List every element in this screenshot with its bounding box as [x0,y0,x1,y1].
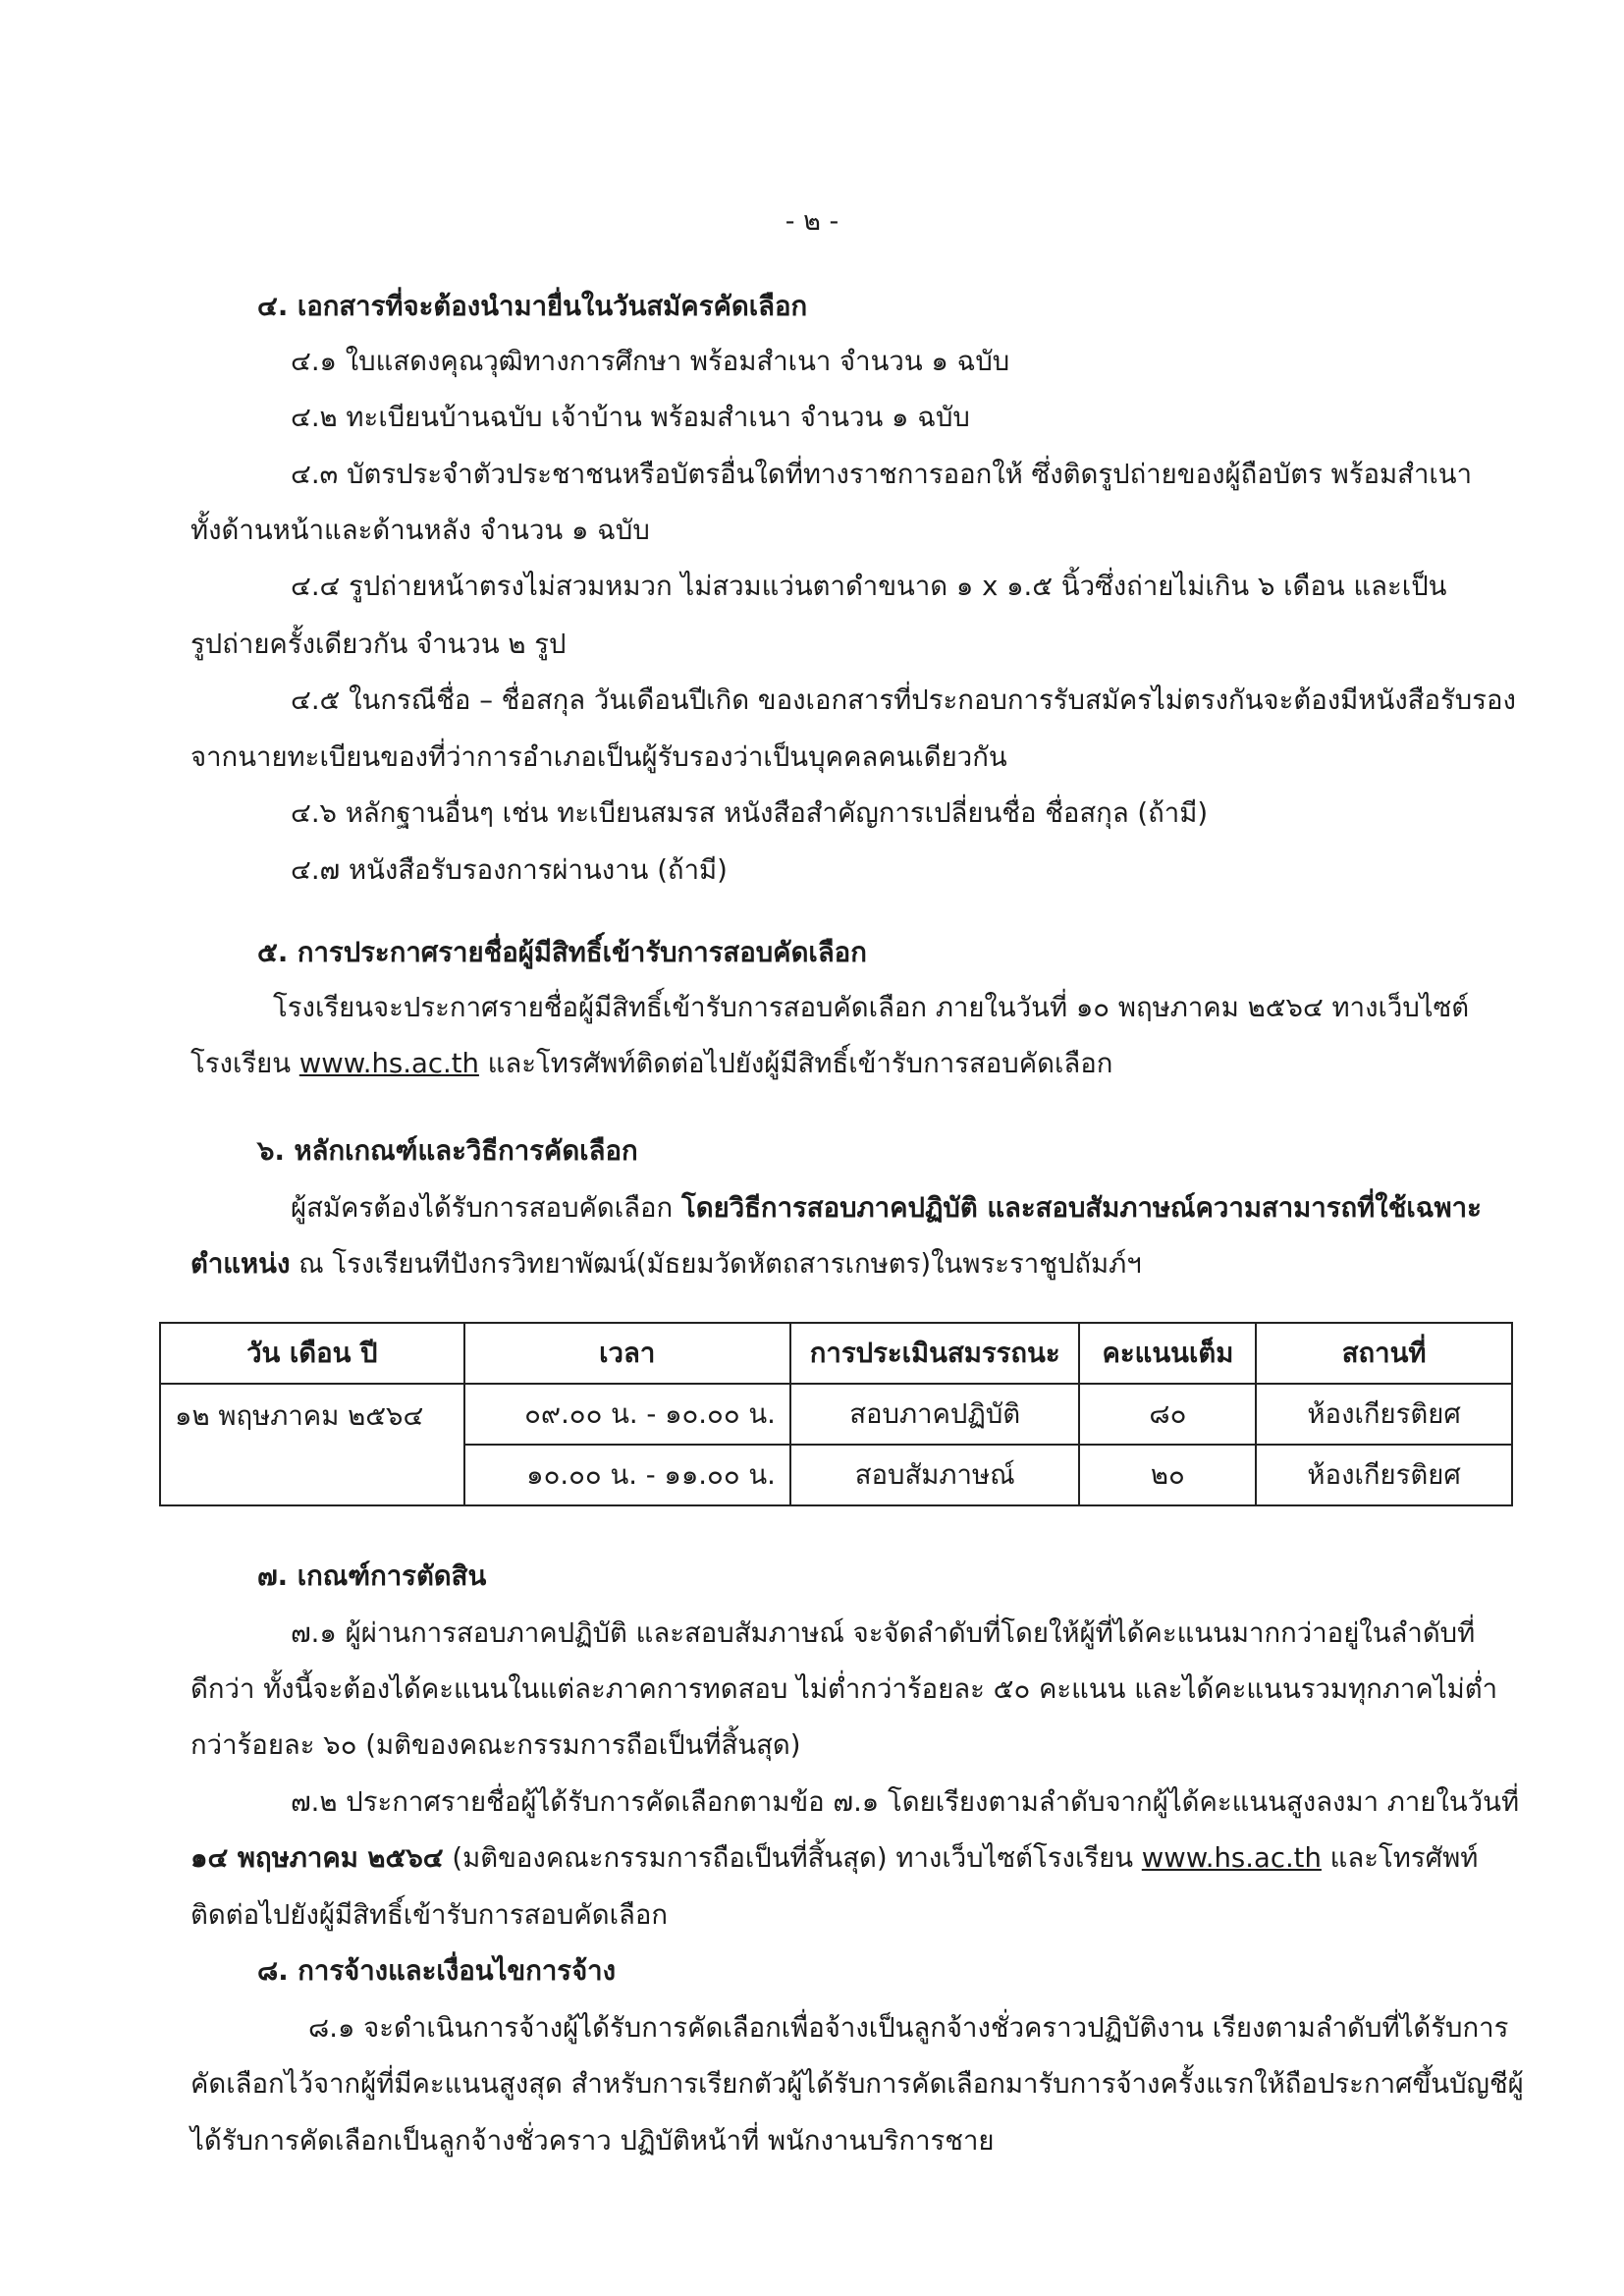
location-cell: ห้องเกียรติยศ [1256,1445,1512,1505]
item-7-2: ๗.๒ ประกาศรายชื่อผู้ได้รับการคัดเลือกตามข้อ ๗.๑ โดยเรียงตามลำดับจากผู้ได้คะแนนสูงลงมา ภายในวันที่ [291,1786,1520,1818]
evaluation-cell: สอบสัมภาษณ์ [790,1445,1080,1505]
item-4-1: ๔.๑ ใบแสดงคุณวุฒิทางการศึกษา พร้อมสำเนา จำนวน ๑ ฉบับ [291,346,1010,377]
page-number: - ๒ - [785,206,839,237]
item-8-1-cont-2: ได้รับการคัดเลือกเป็นลูกจ้างชั่วคราว ปฏิบัติหน้าที่ พนักงานบริการชาย [190,2125,995,2157]
time-cell: ๐๙.๐๐ น. - ๑๐.๐๐ น. [464,1384,790,1445]
item-8-1: ๘.๑ จะดำเนินการจ้างผู้ได้รับการคัดเลือกเพื่อจ้างเป็นลูกจ้างชั่วคราวปฏิบัติงาน เรียงตามลำดับที่ได้รับการ [308,2012,1509,2044]
section-4-heading: ๔. เอกสารที่จะต้องนำมายื่นในวันสมัครคัดเลือก [257,291,808,322]
location-cell: ห้องเกียรติยศ [1256,1384,1512,1445]
section-6-para-2: ตำแหน่ง ณ โรงเรียนทีปังกรวิทยาพัฒน์(มัธยมวัดหัตถสารเกษตร)ในพระราชูปถัมภ์ฯ [190,1248,1142,1280]
score-cell: ๘๐ [1079,1384,1256,1445]
item-8-1-cont-1: คัดเลือกไว้จากผู้ที่มีคะแนนสูงสุด สำหรับการเรียกตัวผู้ได้รับการคัดเลือกมารับการจ้างครั้งแรกให้ถือประกาศขึ้นบัญชีผู้ [190,2068,1524,2100]
item-4-5-cont: จากนายทะเบียนของที่ว่าการอำเภอเป็นผู้รับรองว่าเป็นบุคคลคนเดียวกัน [190,741,1007,773]
section-6-para-1: ผู้สมัครต้องได้รับการสอบคัดเลือก โดยวิธีการสอบภาคปฏิบัติ และสอบสัมภาษณ์ความสามารถที่ใช้เฉพาะ [291,1192,1482,1224]
item-4-6: ๔.๖ หลักฐานอื่นๆ เช่น ทะเบียนสมรส หนังสือสำคัญการเปลี่ยนชื่อ ชื่อสกุล (ถ้ามี) [291,797,1209,829]
item-7-1-cont-1: ดีกว่า ทั้งนี้จะต้องได้คะแนนในแต่ละภาคการทดสอบ ไม่ต่ำกว่าร้อยละ ๕๐ คะแนน และได้คะแนนรวมทุกภาคไม่ต่ำ [190,1673,1498,1705]
item-7-1: ๗.๑ ผู้ผ่านการสอบภาคปฏิบัติ และสอบสัมภาษณ์ จะจัดลำดับที่โดยให้ผู้ที่ได้คะแนนมากกว่าอยู่ในลำดับที่ [291,1617,1476,1649]
item-4-3: ๔.๓ บัตรประจำตัวประชาชนหรือบัตรอื่นใดที่ทางราชการออกให้ ซึ่งติดรูปถ่ายของผู้ถือบัตร พร้อมสำเนา [291,459,1473,490]
header-evaluation: การประเมินสมรรถนะ [790,1323,1080,1384]
section-5-para-2: โรงเรียน www.hs.ac.th และโทรศัพท์ติดต่อไปยังผู้มีสิทธิ์เข้ารับการสอบคัดเลือก [190,1048,1113,1079]
header-date: วัน เดือน ปี [160,1323,464,1384]
item-4-3-cont: ทั้งด้านหน้าและด้านหลัง จำนวน ๑ ฉบับ [190,515,650,546]
section-7-heading: ๗. เกณฑ์การตัดสิน [257,1560,487,1592]
item-4-4: ๔.๔ รูปถ่ายหน้าตรงไม่สวมหมวก ไม่สวมแว่นตาดำขนาด ๑ x ๑.๕ นิ้วซึ่งถ่ายไม่เกิน ๖ เดือน และเป็น [291,571,1447,602]
item-4-5: ๔.๕ ในกรณีชื่อ – ชื่อสกุล วันเดือนปีเกิด ของเอกสารที่ประกอบการรับสมัครไม่ตรงกันจะต้องมีหนังสือรับรอง [291,684,1516,716]
item-7-2-cont-1: ๑๔ พฤษภาคม ๒๕๖๔ (มติของคณะกรรมการถือเป็นที่สิ้นสุด) ทางเว็บไซต์โรงเรียน www.hs.ac.th และโทรศัพท์ [190,1842,1479,1874]
header-time: เวลา [464,1323,790,1384]
school-website-link[interactable]: www.hs.ac.th [1141,1842,1322,1874]
date-cell: ๑๒ พฤษภาคม ๒๕๖๔ [160,1384,464,1505]
table-header-row [160,1323,1512,1384]
header-full-score: คะแนนเต็ม [1079,1323,1256,1384]
item-4-2: ๔.๒ ทะเบียนบ้านฉบับ เจ้าบ้าน พร้อมสำเนา จำนวน ๑ ฉบับ [291,402,970,433]
section-5-para-1: โรงเรียนจะประกาศรายชื่อผู้มีสิทธิ์เข้ารับการสอบคัดเลือก ภายในวันที่ ๑๐ พฤษภาคม ๒๕๖๔ ทางเว็บไซต์ [273,992,1470,1023]
school-website-link[interactable]: www.hs.ac.th [298,1048,479,1079]
item-4-4-cont: รูปถ่ายครั้งเดียวกัน จำนวน ๒ รูป [190,629,567,660]
section-8-heading: ๘. การจ้างและเงื่อนไขการจ้าง [257,1955,617,1987]
time-cell: ๑๐.๐๐ น. - ๑๑.๐๐ น. [464,1445,790,1505]
item-7-1-cont-2: กว่าร้อยละ ๖๐ (มติของคณะกรรมการถือเป็นที่สิ้นสุด) [190,1729,801,1761]
score-cell: ๒๐ [1079,1445,1256,1505]
evaluation-cell: สอบภาคปฏิบัติ [790,1384,1080,1445]
header-location: สถานที่ [1256,1323,1512,1384]
table-row [160,1384,1512,1445]
schedule-table [159,1322,1513,1506]
section-5-heading: ๕. การประกาศรายชื่อผู้มีสิทธิ์เข้ารับการสอบคัดเลือก [257,937,867,968]
item-7-2-cont-2: ติดต่อไปยังผู้มีสิทธิ์เข้ารับการสอบคัดเลือก [190,1899,669,1931]
item-4-7: ๔.๗ หนังสือรับรองการผ่านงาน (ถ้ามี) [291,854,728,886]
section-6-heading: ๖. หลักเกณฑ์และวิธีการคัดเลือก [257,1135,638,1167]
